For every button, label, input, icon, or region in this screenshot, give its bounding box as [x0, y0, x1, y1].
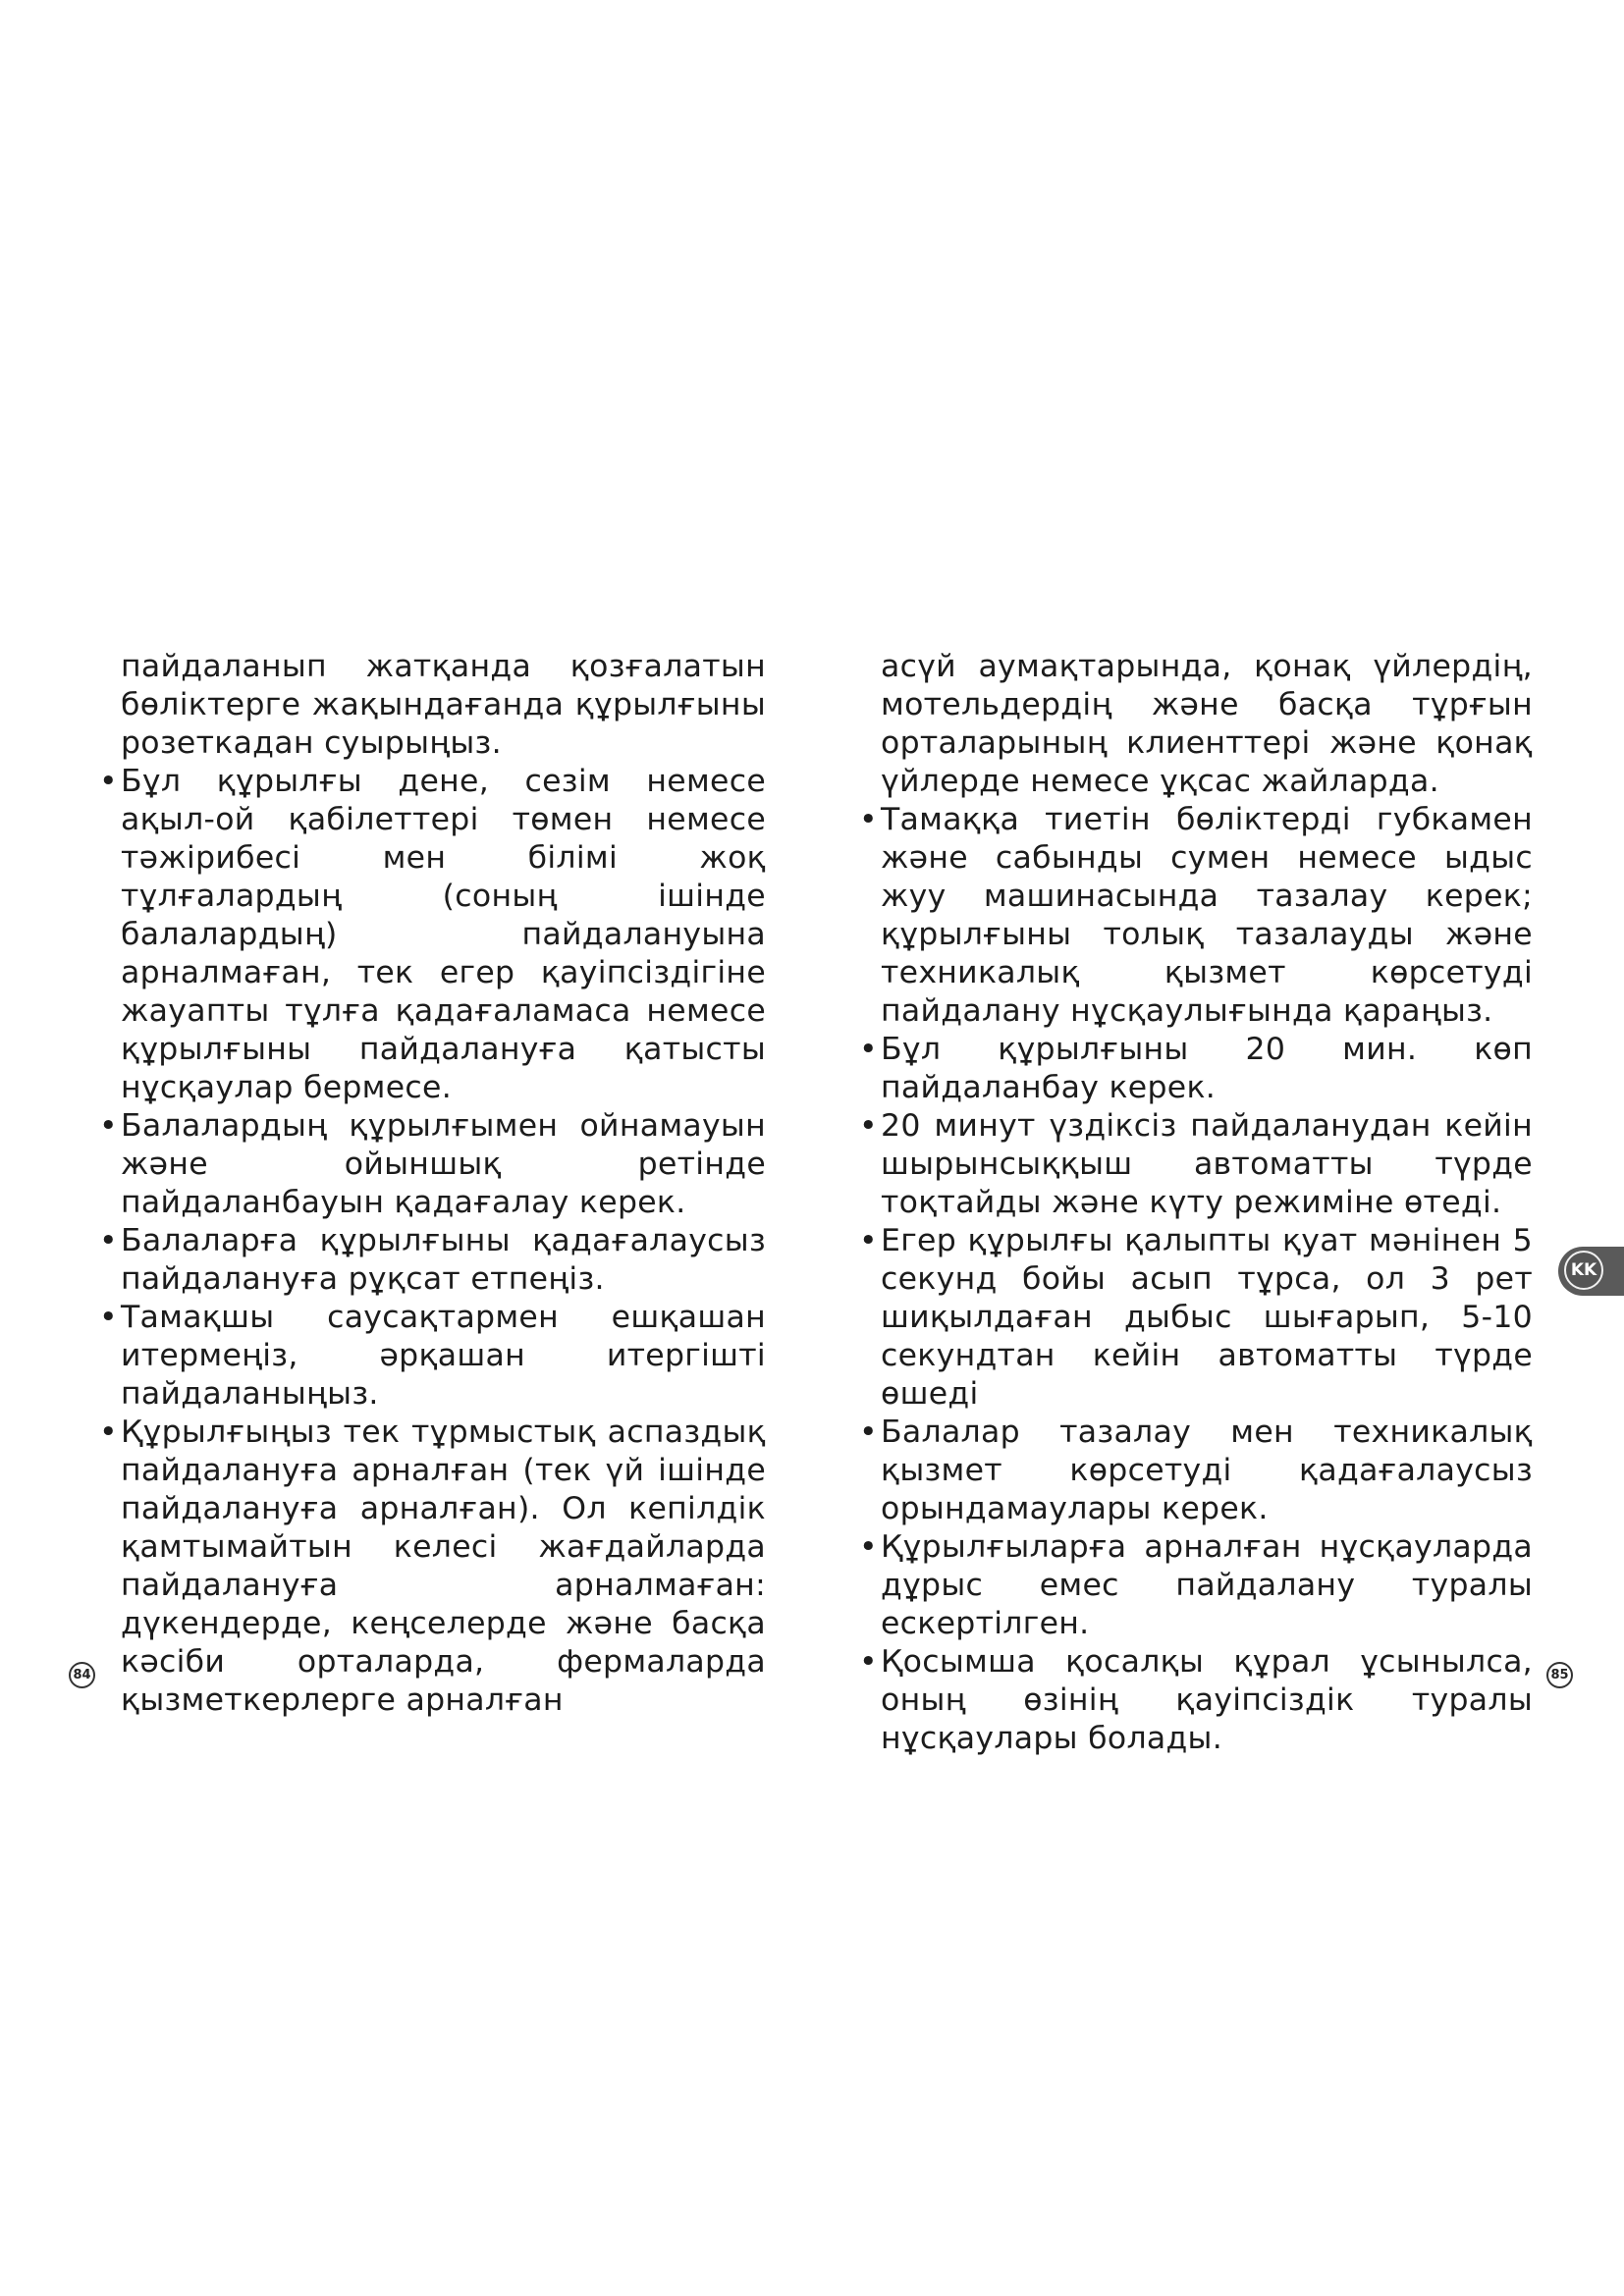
- bullet-icon: •: [859, 802, 878, 837]
- list-item-text: Тамаққа тиетін бөліктерді губкамен және сабынды сумен немесе ыдыс жуу машинасында тазалау керек; құрылғыны толық тазалауды және техникалық қызмет көрсетуді пайдалану нұсқаулығында қараңыз.: [881, 802, 1533, 1029]
- list-item-text: Балаларға құрылғыны қадағалаусыз пайдалануға рұқсат етпеңіз.: [121, 1223, 766, 1297]
- list-item: [99, 1222, 766, 1299]
- list-item-text: Балалардың құрылғымен ойнамауын және ойыншық ретінде пайдаланбауын қадағалау керек.: [121, 1108, 766, 1220]
- language-tab: [1558, 1247, 1624, 1296]
- page-number-right: 85: [1546, 1662, 1573, 1688]
- bullet-icon: •: [99, 1415, 118, 1450]
- bullet-icon: •: [99, 764, 118, 799]
- list-item-text: Бұл құрылғыны 20 мин. көп пайдаланбау керек.: [881, 1032, 1533, 1105]
- right-lead-paragraph: асүй аумақтарында, қонақ үйлердің, мотельдердің және басқа тұрғын орталарының клиенттері және қонақ үйлерде немесе ұқсас жайларда.: [881, 649, 1533, 799]
- list-item: [859, 1107, 1533, 1222]
- list-item-text: 20 минут үздіксіз пайдаланудан кейін шырынсыққыш автоматты түрде тоқтайды және күту режиміне өтеді.: [881, 1108, 1533, 1220]
- list-item-text: Егер құрылғы қалыпты қуат мәнінен 5 секунд бойы асып тұрса, ол 3 рет шиқылдаған дыбыс шығарып, 5-10 секундтан кейін автоматты түрде өшеді: [881, 1223, 1533, 1412]
- list-item-text: Қосымша қосалқы құрал ұсынылса, оның өзінің қауіпсіздік туралы нұсқаулары болады.: [881, 1644, 1533, 1756]
- left-bullet-list: [99, 763, 766, 1720]
- list-item-text: Құрылғыңыз тек тұрмыстық аспаздық пайдалануға арналған (тек үй ішінде пайдалануға арналған). Ол кепілдік қамтымайтын келесі жағдайларда пайдалануға арналмаған: дүкендерде, кеңселерде және басқа кәсіби орталарда, фермаларда қызметкерлерге арналған: [121, 1415, 766, 1718]
- bullet-icon: •: [859, 1032, 878, 1067]
- list-item: [99, 1414, 766, 1720]
- page-number-left: 84: [69, 1662, 95, 1688]
- bullet-icon: •: [99, 1108, 118, 1144]
- list-item: [859, 1414, 1533, 1528]
- bullet-icon: •: [859, 1644, 878, 1680]
- list-item: [859, 1643, 1533, 1758]
- list-item: [99, 1107, 766, 1222]
- bullet-icon: •: [859, 1415, 878, 1450]
- left-text-column: [99, 648, 766, 1720]
- bullet-icon: •: [99, 1223, 118, 1258]
- list-item: [859, 801, 1533, 1031]
- list-item-text: Құрылғыларға арналған нұсқауларда дұрыс емес пайдалану туралы ескертілген.: [881, 1529, 1533, 1641]
- bullet-icon: •: [99, 1300, 118, 1335]
- bullet-icon: •: [859, 1108, 878, 1144]
- bullet-icon: •: [859, 1529, 878, 1565]
- right-page: [812, 0, 1624, 2296]
- list-item: [859, 1031, 1533, 1107]
- list-item-text: Балалар тазалау мен техникалық қызмет көрсетуді қадағалаусыз орындамаулары керек.: [881, 1415, 1533, 1526]
- list-item: [859, 1528, 1533, 1643]
- right-bullet-list: [859, 801, 1533, 1758]
- list-item-text: Бұл құрылғы дене, сезім немесе ақыл-ой қабілеттері төмен немесе тәжірибесі мен білімі жоқ тұлғалардың (соның ішінде балалардың) пайдалануына арналмаған, тек егер қауіпсіздігіне жауапты тұлға қадағаламаса немесе құрылғыны пайдалануға қатысты нұсқаулар бермесе.: [121, 764, 766, 1105]
- list-item: [859, 1222, 1533, 1414]
- right-text-column: [859, 648, 1533, 1758]
- list-item: [99, 763, 766, 1107]
- language-badge: KK: [1564, 1251, 1603, 1290]
- list-item: [99, 1299, 766, 1414]
- list-item-text: Тамақшы саусақтармен ешқашан итермеңіз, әрқашан итергішті пайдаланыңыз.: [121, 1300, 766, 1412]
- left-lead-paragraph: пайдаланып жатқанда қозғалатын бөліктерге жақындағанда құрылғыны розеткадан суырыңыз.: [121, 649, 766, 761]
- bullet-icon: •: [859, 1223, 878, 1258]
